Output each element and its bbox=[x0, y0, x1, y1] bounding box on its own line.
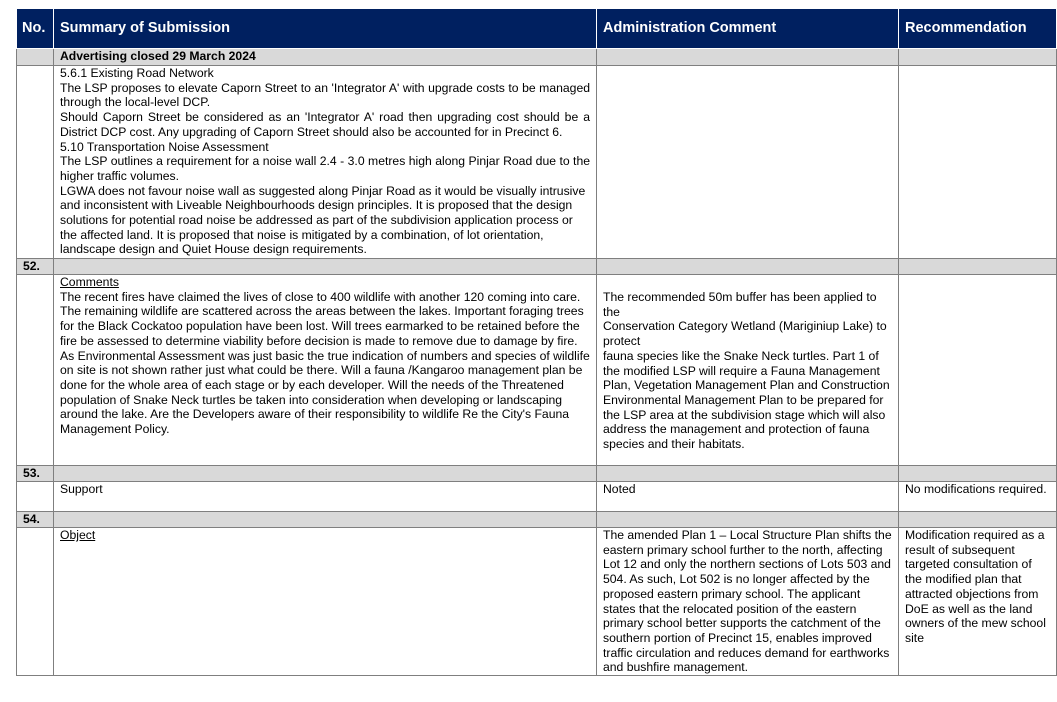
submissions-table-page bbox=[16, 8, 1047, 676]
summary-cell bbox=[54, 528, 597, 676]
recommendation-cell: Modification required as a result of subsequent targeted consultation of the modified plan that attracted objections from DoE as well as the land owners of the mew school site bbox=[899, 528, 1057, 676]
submission-number: 52. bbox=[17, 259, 54, 275]
header-admin-comment: Administration Comment bbox=[597, 9, 899, 49]
table-row bbox=[17, 482, 1057, 512]
submissions-table bbox=[16, 8, 1057, 676]
admin-comment-cell: The amended Plan 1 – Local Structure Plan shifts the eastern primary school further to the north, affecting Lot 12 and only the northern sections of Lots 503 and 504. As such, Lot 502 is no longer affected by the proposed eastern primary school. The applicant states that the relocated position of the eastern primary school better supports the catchment of the southern portion of Precinct 15, enables improved traffic circulation and reduces demand for earthworks and bushfire management. bbox=[597, 528, 899, 676]
table-row bbox=[17, 528, 1057, 676]
summary-line: 5.10 Transportation Noise Assessment bbox=[60, 139, 269, 154]
table-row bbox=[17, 275, 1057, 466]
recommendation-cell: No modifications required. bbox=[899, 482, 1057, 512]
section-heading: Advertising closed 29 March 2024 bbox=[54, 49, 597, 66]
header-row bbox=[17, 9, 1057, 49]
submission-number: 53. bbox=[17, 466, 54, 482]
summary-line: The LSP outlines a requirement for a noise wall 2.4 - 3.0 metres high along Pinjar Road due to the higher traffic volumes. bbox=[60, 154, 590, 183]
summary-cell bbox=[54, 275, 597, 466]
submission-number-row bbox=[17, 466, 1057, 482]
header-recommendation: Recommendation bbox=[899, 9, 1057, 49]
summary-cell: Support bbox=[54, 482, 597, 512]
submission-number-row bbox=[17, 259, 1057, 275]
admin-comment-cell: Noted bbox=[597, 482, 899, 512]
header-summary: Summary of Submission bbox=[54, 9, 597, 49]
table-row bbox=[17, 66, 1057, 259]
summary-cell bbox=[54, 66, 597, 259]
summary-line: Should Caporn Street be considered as an 'Integrator A' road then upgrading cost should be a District DCP cost. Any upgrading of Caporn Street should also be accounted for in Precinct 6. bbox=[60, 110, 590, 139]
admin-line: The recommended 50m buffer has been applied to the bbox=[603, 290, 877, 319]
summary-line: The LSP proposes to elevate Caporn Street to an 'Integrator A' with upgrade costs to be managed through the local-level DCP. bbox=[60, 80, 590, 110]
submission-heading: Comments bbox=[60, 275, 119, 289]
admin-line: Conservation Category Wetland (Mariginiup Lake) to protect bbox=[603, 319, 887, 349]
submission-number-row bbox=[17, 512, 1057, 528]
submission-heading: Object bbox=[60, 528, 96, 542]
admin-comment-cell bbox=[597, 275, 899, 466]
summary-line: LGWA does not favour noise wall as suggested along Pinjar Road as it would be visually intrusive and inconsistent with Liveable Neighbourhoods design principles. It is proposed that the design solutions for potential road noise be addressed as part of the subdivision application process or the affected land. It is proposed that noise is mitigated by a combination, of lot orientation, landscape design and Quiet House design requirements. bbox=[60, 183, 586, 257]
submission-number: 54. bbox=[17, 512, 54, 528]
summary-text: The recent fires have claimed the lives of close to 400 wildlife with another 120 coming into care. The remaining wildlife are scattered across the areas between the lakes. Important foraging trees for the Black Cockatoo population have been lost. Will trees earmarked to be retained before the fire be assessed to determine viability before decision is made to remove due to damage by fire. As Environmental Assessment was just basic the true indication of numbers and species of wildlife on site is not shown rather just what could be there. Will a fauna /Kangaroo management plan be done for the whole area of each stage or by each developer. Will the needs of the Threatened population of Snake Neck turtles be taken into consideration when developing or landscaping around the lake. Are the Developers aware of their responsibility to wildlife Re the City's Fauna Management Policy. bbox=[60, 289, 590, 437]
summary-line: 5.6.1 Existing Road Network bbox=[60, 66, 214, 80]
section-heading-row bbox=[17, 49, 1057, 66]
header-no: No. bbox=[17, 9, 54, 49]
recommendation-cell bbox=[899, 275, 1057, 466]
admin-line: fauna species like the Snake Neck turtles. Part 1 of the modified LSP will require a Fauna Management Plan, Vegetation Management Plan and Construction Environmental Management Plan to be prepared for the LSP area at the subdivision stage which will also address the management and protection of fauna species and their habitats. bbox=[603, 348, 890, 452]
